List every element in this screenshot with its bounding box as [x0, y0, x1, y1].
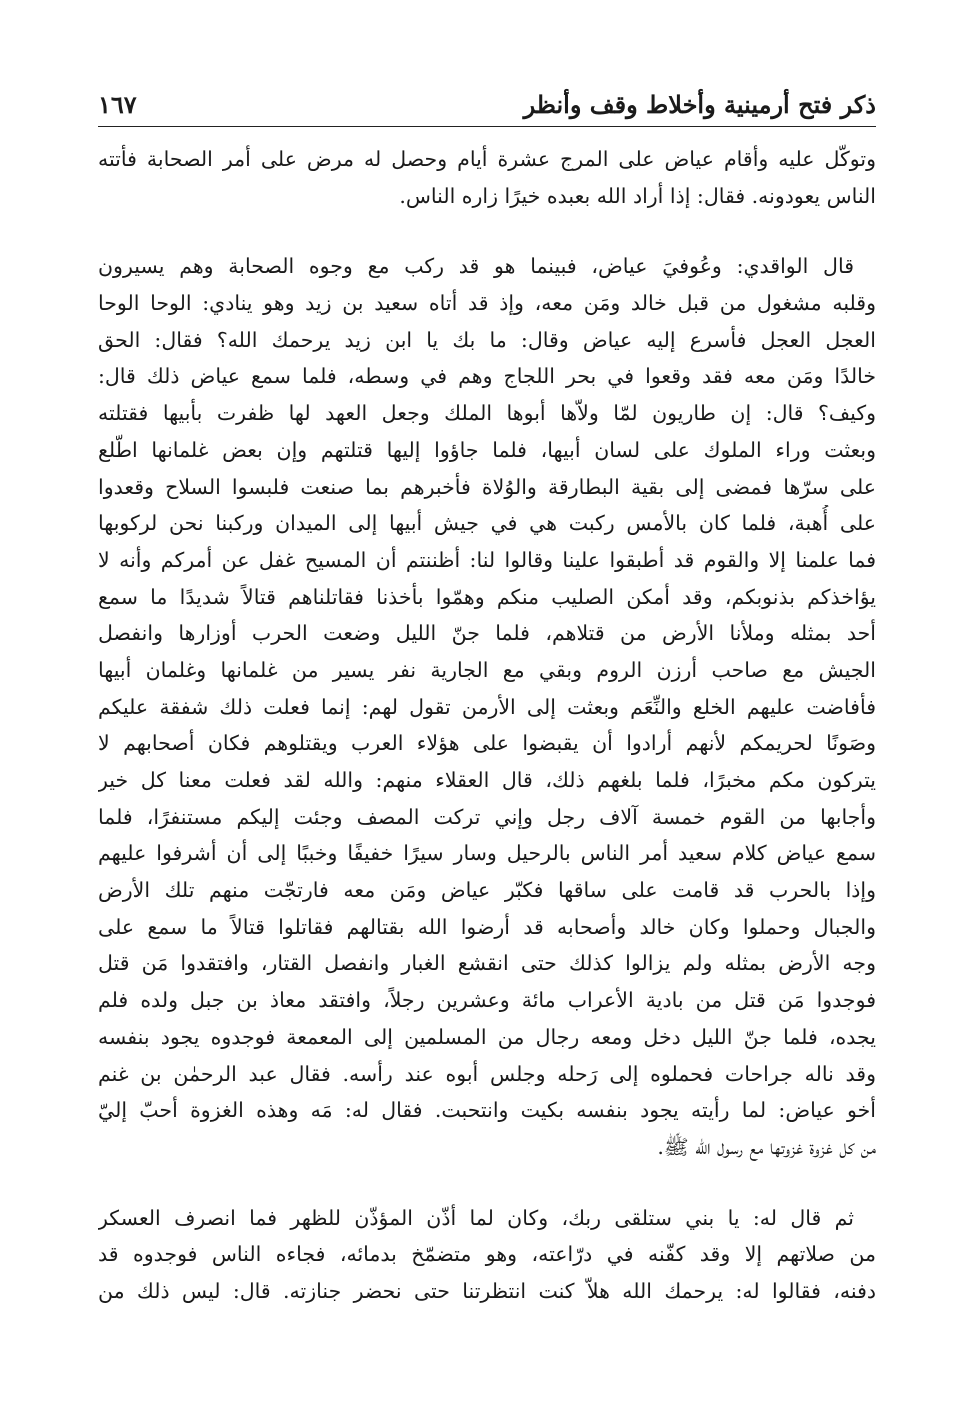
text-line: وتوكّل عليه وأقام عياض على المرج عشرة أيام وحصل له مرض على أمر الصحابة فأتته	[98, 147, 876, 171]
paragraph	[98, 1200, 876, 1310]
text-line: وأجابها من القوم خمسة آلاف رجل وإني تركت المصف وجئت إليكم مستنفرًا، فلما	[98, 804, 876, 829]
text-line: من صلاتهم إلا وقد كفّنه في درّاعته، وهو متضمّخ بدمائه، فجاءه الناس فوجدوه قد	[98, 1242, 876, 1267]
text-line: يجده، فلما جنّ الليل دخل ومعه رجال من المسلمين إلى المعمعة فوجدوه يجود بنفسه	[98, 1024, 876, 1049]
text-line: فأفاضت عليهم الخلع والنِّعَم وبعثت إلى الأرمن تقول لهم: إنما فعلت ذلك شفقة عليكم	[98, 694, 876, 719]
text-line: يؤاخذكم بذنوبكم، وقد أمكن الصليب منكم وهمّوا بأخذنا فقاتلناهم قتالاً شديدًا ما سمع	[98, 584, 876, 609]
text-line: على أُهبة، فلما كان بالأمس ركبت هي في جيش أبيها إلى الميدان وركبنا نحن لركوبها	[98, 511, 876, 536]
page-number: ١٦٧	[98, 90, 137, 119]
text-line: يتركون مكم مخبرًا، فلما بلغهم ذلك، قال العقلاء منهم: والله لقد فعلت معنا كل خير	[98, 768, 876, 792]
text-line: الناس يعودونه. فقال: إذا أراد الله بعبده خيرًا زاره الناس.	[399, 183, 876, 208]
text-line: أحد بمثله وملأنا الأرض من قتلاهم، فلما جنّ الليل وضعت الحرب أوزارها وانفصل	[98, 621, 876, 646]
running-title: ذكر فتح أرمينية وأخلاط وقف وأنظر	[523, 90, 876, 119]
text-line: سمع عياض كلام سعيد أمر الناس بالرحيل وسار سيرًا خفيفًا وخببًا إلى أن أشرفوا عليهم	[98, 841, 876, 866]
text-line: فوجدوا مَن قتل من بادية الأعراب مائة وعشرين رجلاً، وافتقد معاذ بن جبل ولده فلم	[98, 988, 876, 1013]
text-line: وكيف؟ قال: إن طاريون لمّا ولاّها أبوها الملك وجعل العهد لها ظفرت بأبيها فقتلته	[98, 401, 876, 426]
text-line: وجه الأرض بمثله ولم يزالوا كذلك حتى انقشع الغبار وانفصل القتار، وافتقدوا مَن قتل	[98, 951, 876, 976]
paragraph	[98, 141, 876, 214]
text-line: وبعثت وراء الملوك على لسان أبيها، فلما جاؤوا إليها قتلتهم وإن بعض غلمانها اطّلع	[98, 437, 876, 462]
body-text	[98, 141, 876, 1310]
text-line: الجيش مع صاحب أرزن الروم وبقي مع الجارية نفر يسير من غلمانها وغلمان أبيها	[98, 657, 876, 682]
book-page	[98, 84, 876, 1374]
text-line: العجل العجل فأسرع إليه عياض وقال: ما بك يا ابن زيد يرحمك الله؟ فقال: الحق	[98, 327, 876, 352]
text-line: والجبال وحملوا وكان خالد وأصحابه قد أرضوا الله بقتالهم فقاتلوا قتالاً ما سمع على	[98, 914, 876, 939]
text-line: وصَونًا لحريمكم لأنهم أرادوا أن يقبضوا على هؤلاء العرب ويقتلوهم فكان أصحابهم لا	[98, 731, 876, 756]
text-line: قال الواقدي: وعُوفيَ عياض، فبينما هو قد ركب مع وجوه الصحابة وهم يسيرون	[98, 254, 854, 279]
running-header	[98, 84, 876, 127]
text-line: خالدًا ومَن معه فقد وقعوا في بحر اللجاج وهم في وسطه، فلما سمع عياض ذلك قال:	[98, 364, 876, 389]
text-line: وقلبه مشغول من قبل خالد ومَن معه، وإذ قد أتاه سعيد بن زيد وهو ينادي: الوحا الوحا	[98, 291, 876, 316]
text-line: وإذا بالحرب قد قامت على ساقها فكبّر عياض ومَن معه فارتجّت منهم تلك الأرض	[98, 878, 876, 903]
text-line: على سرّها فمضى إلى بقية البطارقة والوُلاة فأخبرهم بما صنعت فلبسوا السلاح وقعدوا	[98, 474, 876, 499]
text-line: ثم قال له: يا بني ستلقى ربك، وكان لما أذّن المؤذّن للظهر فما انصرف العسكر	[98, 1205, 854, 1230]
text-line: دفنه، فقالوا له: يرحمك الله هلاّ كنت انتظرتنا حتى نحضر جنازته. قال: ليس ذلك من	[98, 1278, 876, 1303]
text-line: فما علمنا إلا والقوم قد أطبقوا علينا وقالوا لنا: أظننتم أن المسيح غفل عن أمركم وأنه لا	[98, 547, 876, 572]
text-line: وقد ناله جراحات فحملوه إلى رَحله وجلس أبوه عند رأسه. فقال عبد الرحمٰن بن غنم	[98, 1061, 876, 1086]
text-line: من كل غزوة غزوتها مع رسول الله ﷺ.	[657, 1134, 876, 1159]
paragraph	[98, 248, 876, 1165]
text-line: أخو عياض: لما رأيته يجود بنفسه بكيت وانتحبت. فقال له: مَه وهذه الغزوة أحبّ إليّ	[98, 1098, 876, 1123]
